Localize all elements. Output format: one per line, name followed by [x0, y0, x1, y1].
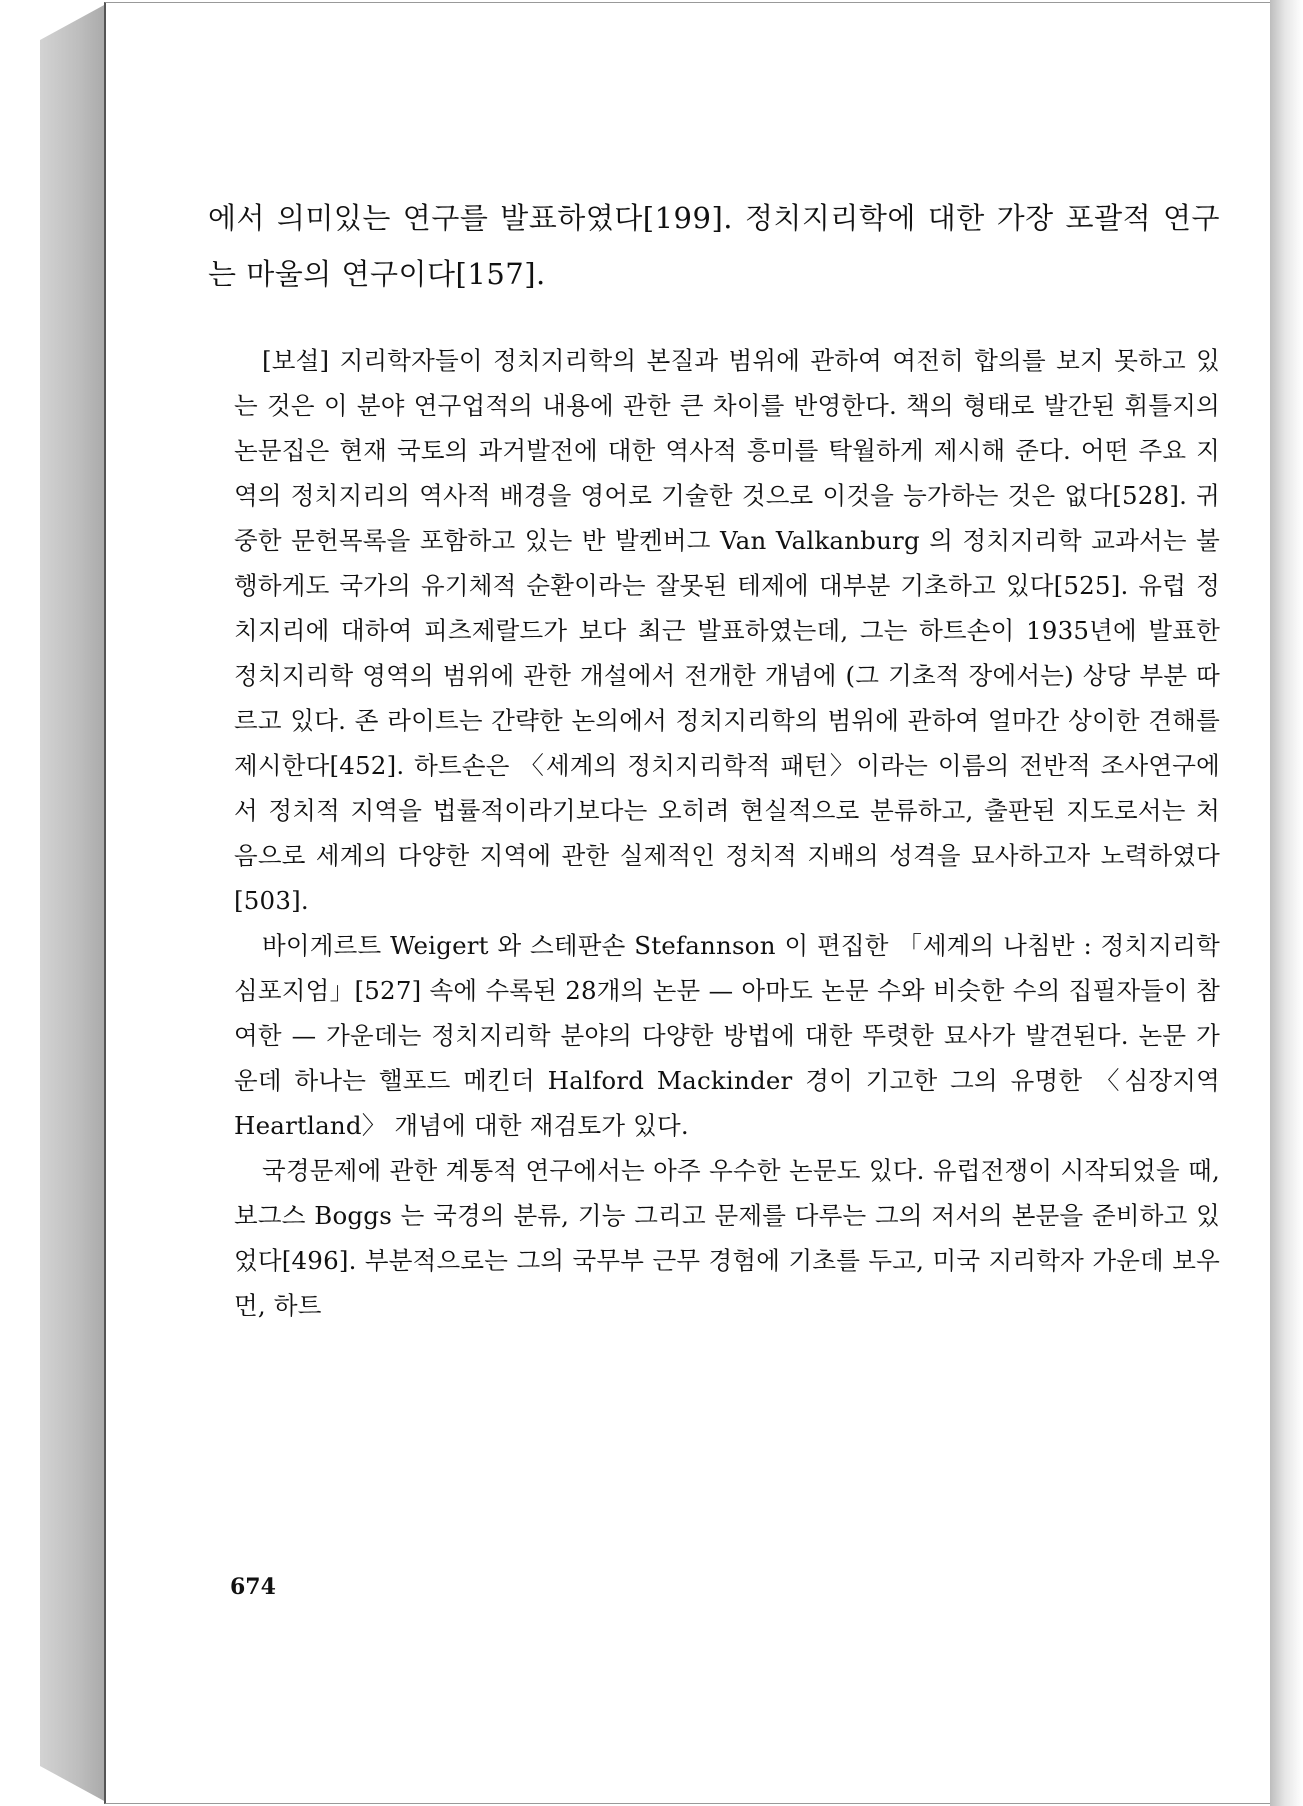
main-text-block [234, 338, 1220, 1328]
book-spine [40, 4, 106, 1802]
page-number: 674 [230, 1574, 276, 1600]
top-paragraph: 에서 의미있는 연구를 발표하였다[199]. 정치지리학에 대한 가장 포괄적 연구는 마울의 연구이다[157]. [208, 201, 1220, 291]
page-content [104, 0, 1274, 1806]
paragraph-remark: [보설] 지리학자들이 정치지리학의 본질과 범위에 관하여 여전히 합의를 보지 못하고 있는 것은 이 분야 연구업적의 내용에 관한 큰 차이를 반영한다. 책의 형태로 발간된 휘틀지의 논문집은 현재 국토의 과거발전에 대한 역사적 흥미를 탁월하게 제시해 준다. 어떤 주요 지역의 정치지리의 역사적 배경을 영어로 기술한 것으로 이것을 능가하는 것은 없다[528]. 귀중한 문헌목록을 포함하고 있는 반 발켄버그 Van Valkanburg 의 정치지리학 교과서는 불행하게도 국가의 유기체적 순환이라는 잘못된 테제에 대부분 기초하고 있다[525]. 유럽 정치지리에 대하여 피츠제랄드가 보다 최근 발표하였는데, 그는 하트손이 1935년에 발표한 정치지리학 영역의 범위에 관한 개설에서 전개한 개념에 (그 기초적 장에서는) 상당 부분 따르고 있다. 존 라이트는 간략한 논의에서 정치지리학의 범위에 관하여 얼마간 상이한 견해를 제시한다[452]. 하트손은 〈세계의 정치지리학적 패턴〉이라는 이름의 전반적 조사연구에서 정치적 지역을 법률적이라기보다는 오히려 현실적으로 분류하고, 출판된 지도로서는 처음으로 세계의 다양한 지역에 관한 실제적인 정치적 지배의 성격을 묘사하고자 노력하였다[503]. [234, 346, 1220, 915]
paragraph-weigert: 바이게르트 Weigert 와 스테판손 Stefannson 이 편집한 「세계의 나침반 : 정치지리학 심포지엄」[527] 속에 수록된 28개의 논문 — 아마도 논문 수와 비슷한 수의 집필자들이 참여한 — 가운데는 정치지리학 분야의 다양한 방법에 대한 뚜렷한 묘사가 발견된다. 논문 가운데 하나는 핼포드 메킨더 Halford Mackinder 경이 기고한 그의 유명한 〈심장지역 Heartland〉 개념에 대한 재검토가 있다. [234, 931, 1220, 1140]
page-edge-shadow [1270, 0, 1303, 1806]
paragraph-boundary: 국경문제에 관한 계통적 연구에서는 아주 우수한 논문도 있다. 유럽전쟁이 시작되었을 때, 보그스 Boggs 는 국경의 분류, 기능 그리고 문제를 다루는 그의 저서의 본문을 준비하고 있었다[496]. 부분적으로는 그의 국무부 근무 경험에 기초를 두고, 미국 지리학자 가운데 보우먼, 하트 [234, 1156, 1220, 1320]
